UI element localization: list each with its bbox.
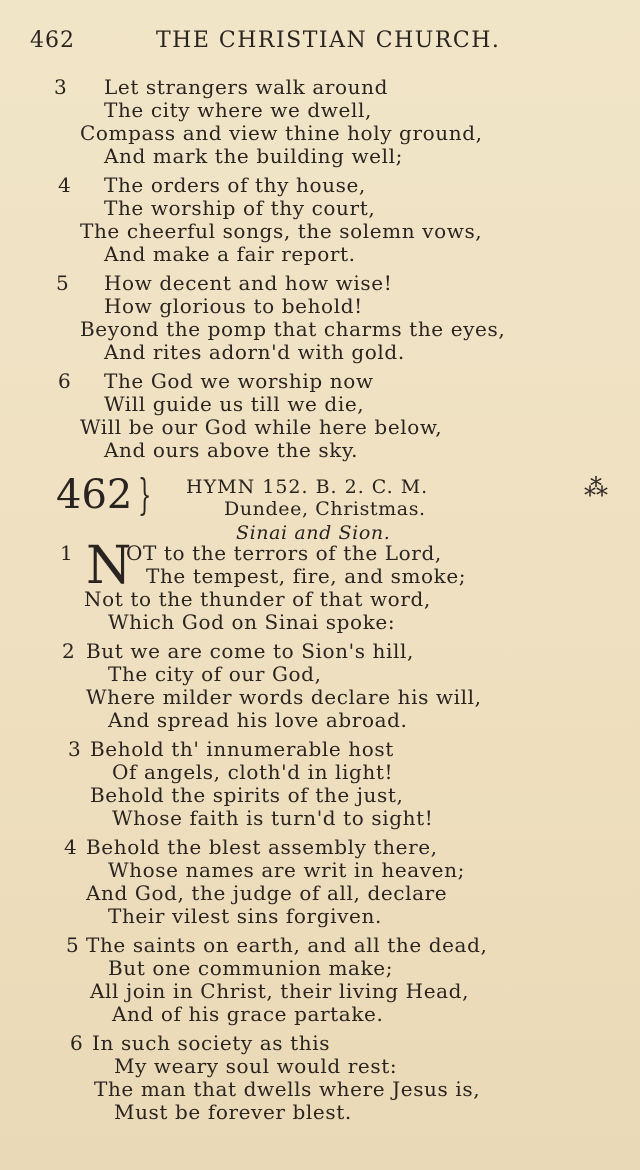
verse-line: The city where we dwell, — [104, 98, 372, 122]
verse-line: And ours above the sky. — [104, 438, 359, 462]
stanza-number: 3 — [54, 75, 67, 99]
page-number: 462 — [30, 28, 75, 53]
verse-line: In such society as this — [92, 1031, 331, 1055]
verse-line: Behold the spirits of the just, — [90, 783, 404, 807]
stanza-number: 2 — [62, 639, 75, 663]
stanza-number: 6 — [58, 369, 71, 393]
verse-line: And rites adorn'd with gold. — [104, 340, 405, 364]
verse-line: OT to the terrors of the Lord, — [126, 541, 442, 565]
verse-line: Of angels, cloth'd in light! — [112, 760, 394, 784]
verse-line: Whose faith is turn'd to sight! — [112, 806, 434, 830]
verse-line: The God we worship now — [104, 369, 374, 393]
stanza-number: 3 — [68, 737, 81, 761]
stanza-number: 1 — [60, 541, 73, 565]
verse-line: Where milder words declare his will, — [86, 685, 482, 709]
verse-line: All join in Christ, their living Head, — [90, 979, 470, 1003]
verse-line: How decent and how wise! — [104, 271, 393, 295]
verse-line: Which God on Sinai spoke: — [108, 610, 396, 634]
verse-line: And make a fair report. — [104, 242, 356, 266]
stanza-number: 6 — [70, 1031, 83, 1055]
tune-names: Dundee, Christmas. — [224, 498, 426, 520]
stanza-number: 4 — [64, 835, 77, 859]
verse-line: The worship of thy court, — [104, 196, 376, 220]
verse-line: Behold the blest assembly there, — [86, 835, 438, 859]
stanza-number: 5 — [66, 933, 79, 957]
verse-line: But we are come to Sion's hill, — [86, 639, 414, 663]
verse-line: And God, the judge of all, declare — [86, 881, 448, 905]
verse-line: Behold th' innumerable host — [90, 737, 394, 761]
verse-line: Will be our God while here below, — [80, 415, 443, 439]
hymn-title: HYMN 152. B. 2. C. M. — [186, 476, 429, 498]
verse-line: The man that dwells where Jesus is, — [94, 1077, 481, 1101]
hymn-subject: Sinai and Sion. — [236, 522, 391, 544]
hymn-heading — [56, 472, 626, 552]
verse-line: Must be forever blest. — [114, 1100, 352, 1124]
drop-cap: N — [86, 536, 132, 596]
verse-line: But one communion make; — [108, 956, 394, 980]
verse-line: And spread his love abroad. — [108, 708, 408, 732]
verse-line: And mark the building well; — [104, 144, 403, 168]
brace-glyph: } — [138, 470, 152, 519]
verse-line: Compass and view thine holy ground, — [80, 121, 483, 145]
verse-line: Beyond the pomp that charms the eyes, — [80, 317, 506, 341]
page-header — [30, 28, 590, 58]
verse-line: Will guide us till we die, — [104, 392, 365, 416]
verse-line: The saints on earth, and all the dead, — [86, 933, 488, 957]
verse-line: Their vilest sins forgiven. — [108, 904, 382, 928]
verse-line: And of his grace partake. — [112, 1002, 384, 1026]
verse-line: The orders of thy house, — [104, 173, 366, 197]
verse-line: The cheerful songs, the solemn vows, — [80, 219, 483, 243]
verse-line: Not to the thunder of that word, — [84, 587, 431, 611]
verse-line: My weary soul would rest: — [114, 1054, 398, 1078]
asterism-mark: ⁂ — [584, 474, 608, 502]
verse-line: Let strangers walk around — [104, 75, 389, 99]
hymn-number: 462 — [56, 472, 133, 518]
verse-line: Whose names are writ in heaven; — [108, 858, 465, 882]
stanza-number: 5 — [56, 271, 69, 295]
verse-line: The tempest, fire, and smoke; — [146, 564, 467, 588]
stanza-number: 4 — [58, 173, 71, 197]
verse-line: How glorious to behold! — [104, 294, 363, 318]
running-title: THE CHRISTIAN CHURCH. — [156, 28, 501, 53]
verse-line: The city of our God, — [108, 662, 322, 686]
